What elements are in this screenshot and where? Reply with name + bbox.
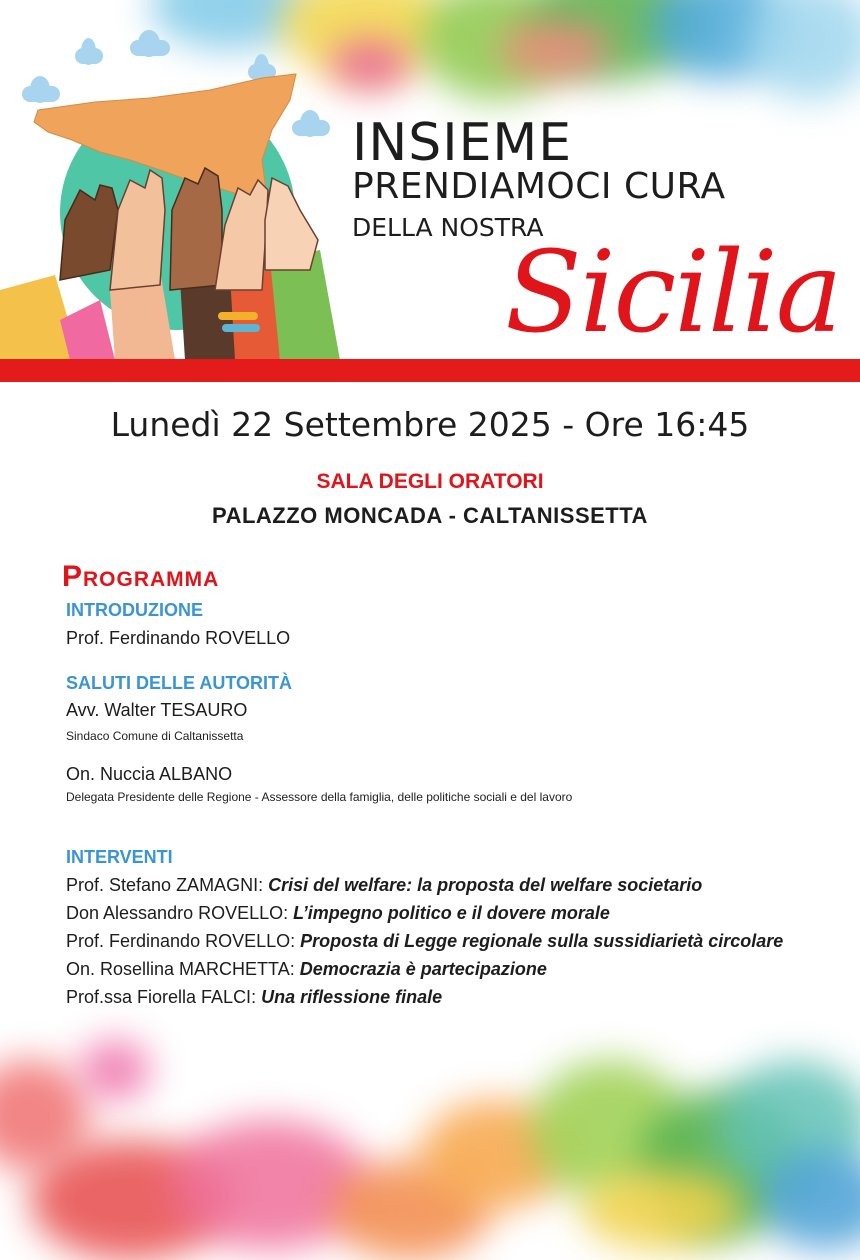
intervento-speaker: Prof. Ferdinando ROVELLO: bbox=[66, 931, 296, 951]
title-line-3: DELLA NOSTRA bbox=[352, 213, 544, 242]
speaker-role: Delegata Presidente delle Regione - Assessore della famiglia, delle politiche sociali e del lavoro bbox=[66, 790, 573, 804]
intervento-speaker: Prof.ssa Fiorella FALCI: bbox=[66, 987, 257, 1007]
intervento-speaker: Don Alessandro ROVELLO: bbox=[66, 903, 289, 923]
speaker-name: Prof. Ferdinando ROVELLO bbox=[66, 628, 291, 648]
intervento-topic: Democrazia è partecipazione bbox=[299, 959, 547, 979]
speaker-name: Avv. Walter TESAURO bbox=[66, 700, 248, 720]
intervento-speaker: Prof. Stefano ZAMAGNI: bbox=[66, 875, 264, 895]
event-date-time: Lunedì 22 Settembre 2025 - Ore 16:45 bbox=[110, 405, 750, 444]
title-line-1: INSIEME bbox=[352, 113, 573, 173]
sicily-map-icon bbox=[34, 74, 296, 198]
title-line-2: PRENDIAMOCI CURA bbox=[352, 166, 726, 207]
intervento-speaker: On. Rosellina MARCHETTA: bbox=[66, 959, 295, 979]
intervento-item bbox=[66, 903, 610, 924]
red-divider-band bbox=[0, 359, 860, 382]
speaker-role: Sindaco Comune di Caltanissetta bbox=[66, 729, 244, 743]
speaker-name: On. Nuccia ALBANO bbox=[66, 764, 233, 784]
intervento-item bbox=[66, 931, 783, 952]
intervento-item bbox=[66, 987, 442, 1008]
intervento-topic: L’impegno politico e il dovere morale bbox=[293, 903, 610, 923]
intervento-item bbox=[66, 959, 547, 980]
section-heading-introduzione: INTRODUZIONE bbox=[66, 600, 203, 620]
event-venue-place: PALAZZO MONCADA - CALTANISSETTA bbox=[212, 503, 648, 528]
event-venue-room: SALA DEGLI ORATORI bbox=[316, 470, 544, 493]
intervento-topic: Una riflessione finale bbox=[261, 987, 443, 1007]
section-heading-interventi: INTERVENTI bbox=[66, 847, 173, 867]
intervento-topic: Proposta di Legge regionale sulla sussidiarietà circolare bbox=[300, 931, 784, 951]
intervento-topic: Crisi del welfare: la proposta del welfare societario bbox=[268, 875, 703, 895]
section-heading-saluti: SALUTI DELLE AUTORITÀ bbox=[66, 673, 292, 693]
sicily-hands-svg bbox=[0, 60, 340, 360]
intervento-item bbox=[66, 875, 702, 896]
title-script-sicilia: Sicilia bbox=[505, 228, 841, 358]
cloud-icon bbox=[130, 40, 170, 56]
programma-title: Programma bbox=[62, 560, 220, 593]
